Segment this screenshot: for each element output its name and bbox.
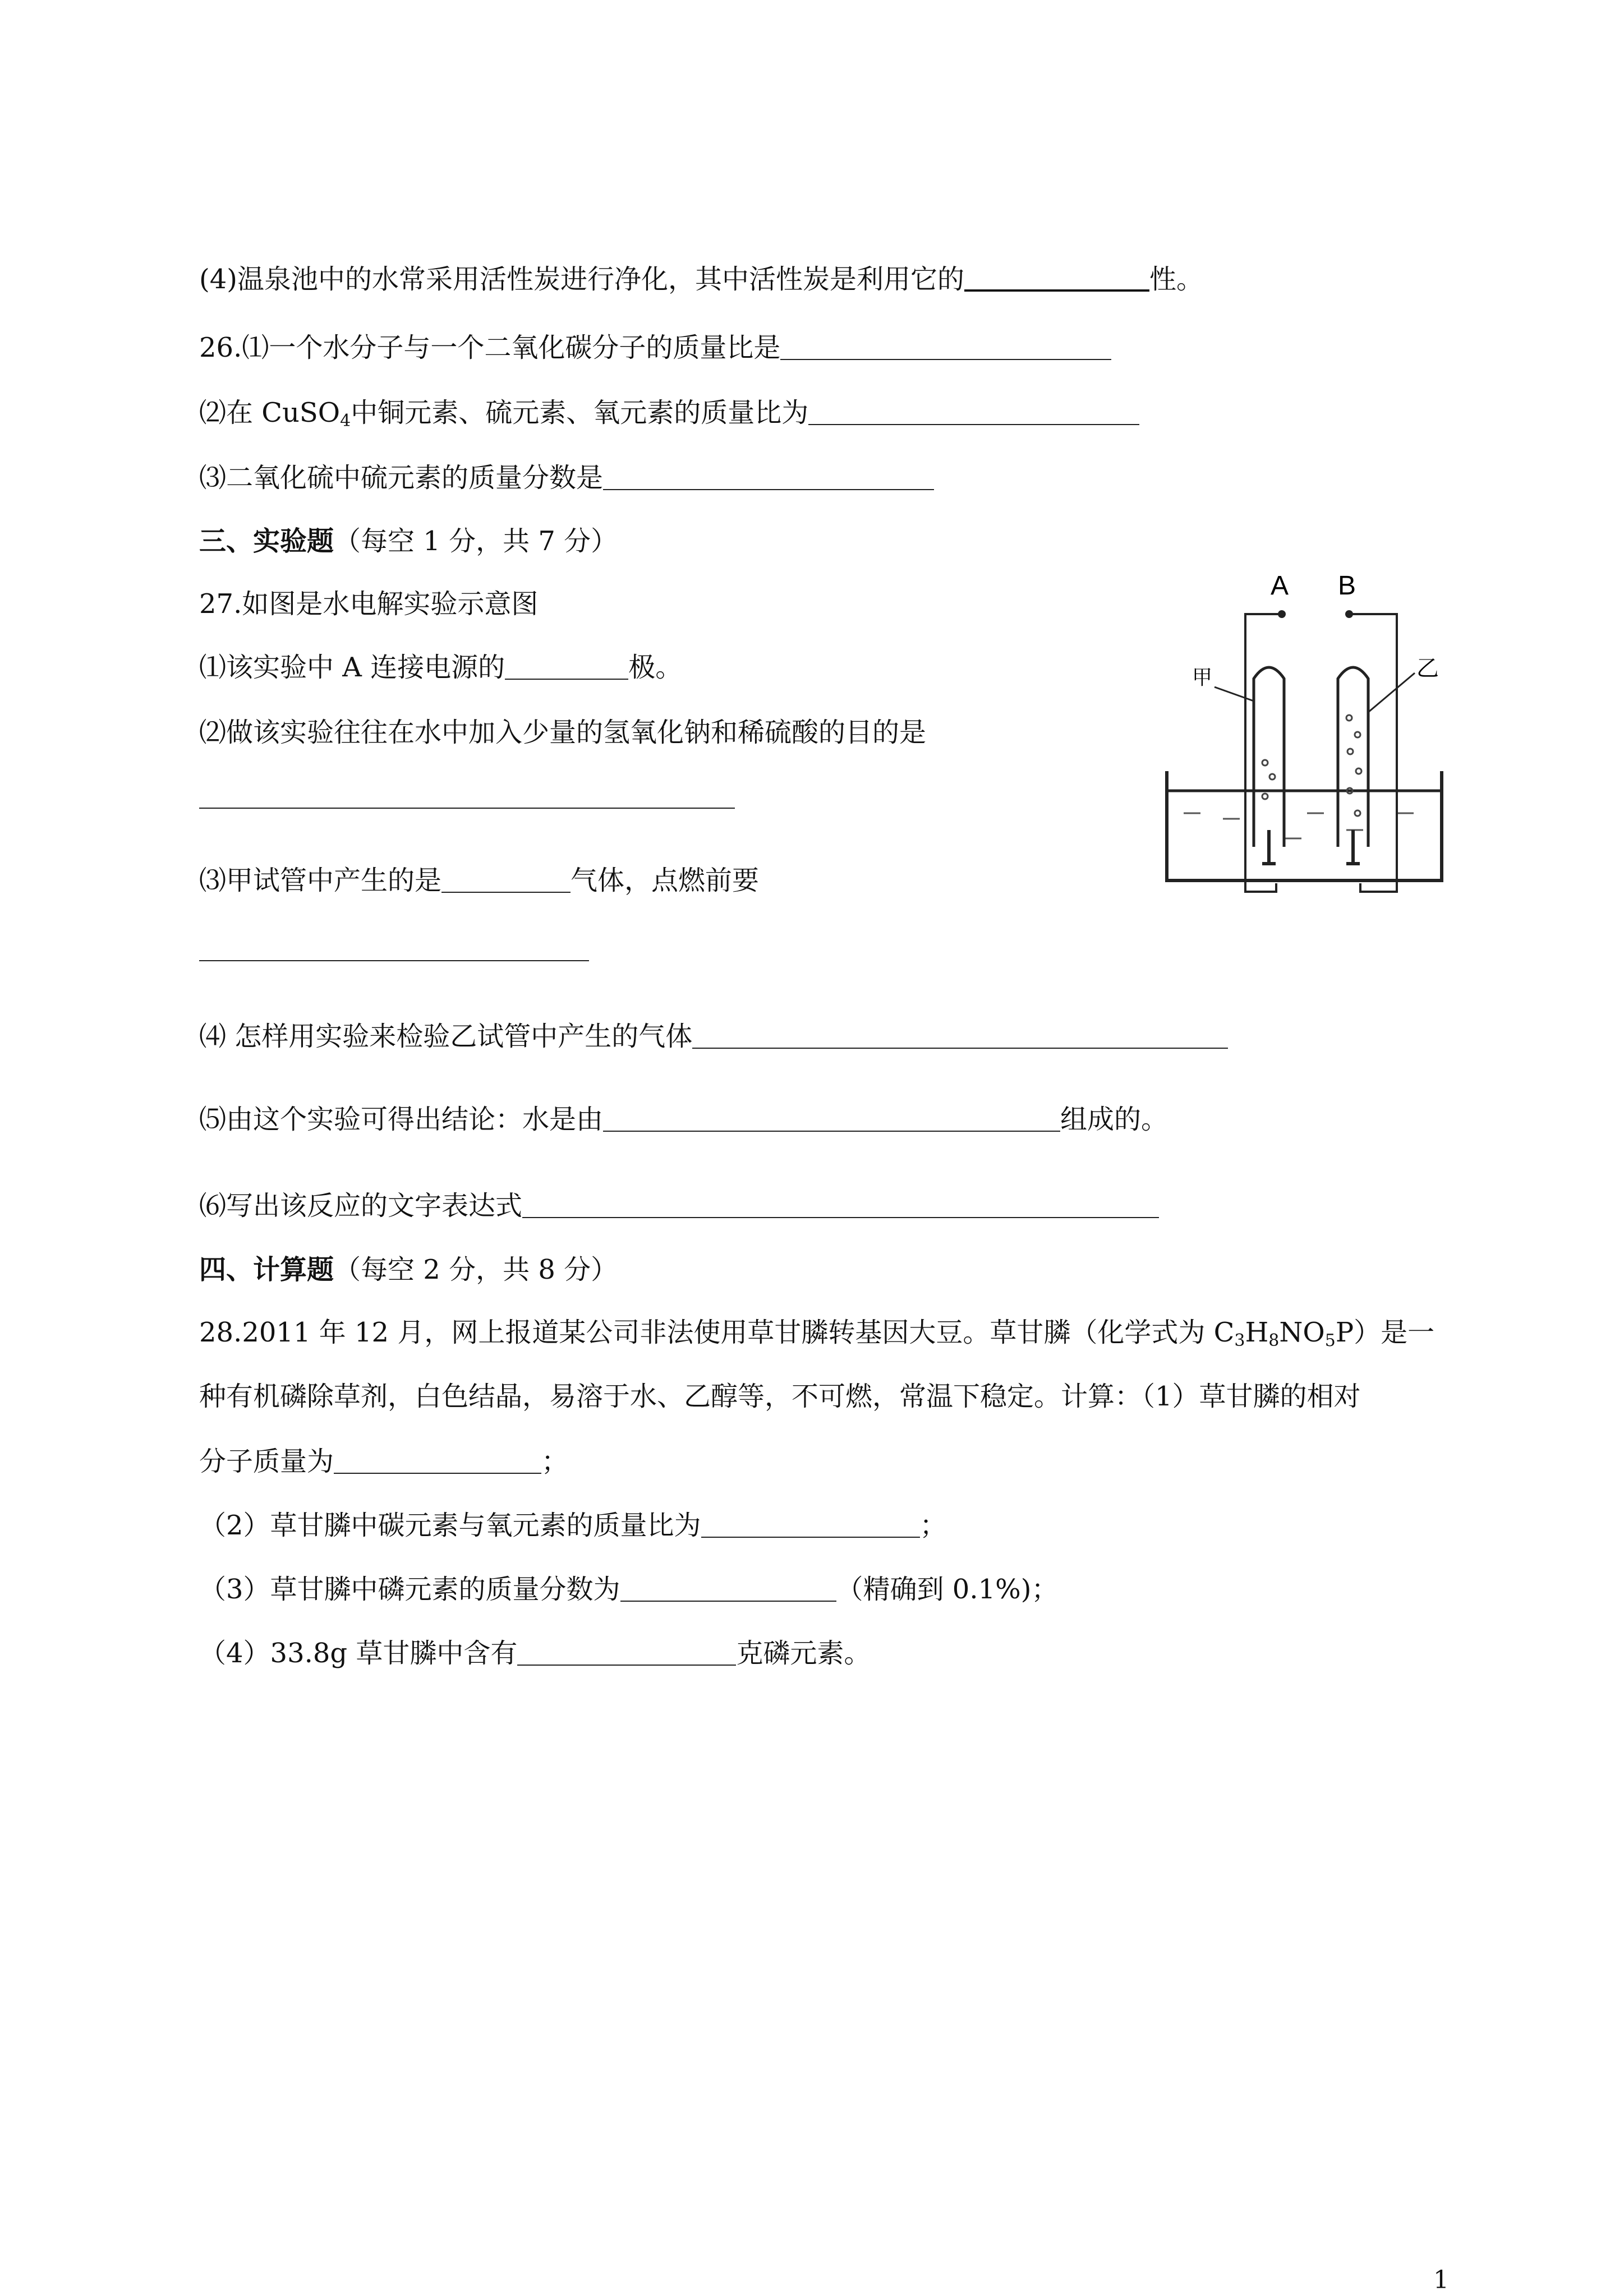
q25-4-suffix: 性。 xyxy=(1149,264,1204,295)
label-a: A xyxy=(1271,571,1289,601)
trough xyxy=(1167,771,1442,880)
q26-2-text-a: ⑵在 CuSO xyxy=(199,397,341,428)
q28-1-text: 分子质量为 xyxy=(199,1446,334,1477)
q27-1-line xyxy=(199,651,682,684)
q28-formula-p: P）是一 xyxy=(1335,1317,1435,1348)
q27-3-suffix: 气体，点燃前要 xyxy=(571,865,760,896)
q28-4-line xyxy=(199,1636,871,1670)
section4-heading xyxy=(199,1253,618,1287)
q26-1-blank[interactable] xyxy=(780,332,1111,360)
section3-heading xyxy=(199,524,618,558)
gas-bubbles xyxy=(1262,715,1361,816)
q26-2-blank[interactable] xyxy=(808,397,1139,425)
q26-2-sub: 4 xyxy=(340,411,351,431)
pointer-yi xyxy=(1368,673,1415,712)
section3-title: 三、实验题 xyxy=(199,525,334,557)
water-ripples xyxy=(1184,813,1414,838)
q27-2-line xyxy=(199,716,926,749)
q28-2-text: （2）草甘膦中碳元素与氧元素的质量比为 xyxy=(199,1510,701,1541)
q27-5-line xyxy=(199,1103,1168,1136)
q27-5-text: ⑸由这个实验可得出结论：水是由 xyxy=(199,1104,604,1135)
section3-note: （每空 1 分，共 7 分） xyxy=(334,525,618,557)
q27-1-text: ⑴该实验中 A 连接电源的 xyxy=(199,652,505,683)
q27-5-blank[interactable] xyxy=(603,1104,1060,1132)
q28-2-line xyxy=(199,1509,947,1542)
electrolysis-diagram xyxy=(1161,550,1475,897)
q28-sub-h: 8 xyxy=(1268,1331,1280,1350)
q27-stem xyxy=(199,587,538,621)
q27-3-blank-a[interactable] xyxy=(441,865,571,893)
q26-3-text: ⑶二氧化硫中硫元素的质量分数是 xyxy=(199,462,604,494)
q28-1-blank[interactable] xyxy=(334,1446,541,1474)
test-tube-yi xyxy=(1338,667,1368,847)
q26-1-line xyxy=(199,331,1111,365)
q26-2-line xyxy=(199,396,1139,438)
q26-1-text: 26.⑴一个水分子与一个二氧化碳分子的质量比是 xyxy=(199,332,781,363)
q25-4-blank[interactable] xyxy=(964,262,1149,292)
q28-2-suffix: ； xyxy=(919,1510,947,1541)
section4-title: 四、计算题 xyxy=(199,1254,334,1285)
q26-3-blank[interactable] xyxy=(603,462,934,490)
q28-sub-c: 3 xyxy=(1234,1331,1245,1350)
q28-3-line xyxy=(199,1573,1058,1606)
q27-6-line xyxy=(199,1189,1159,1223)
q25-4-text: (4)温泉池中的水常采用活性炭进行净化，其中活性炭是利用它的 xyxy=(199,264,964,295)
q25-4-line xyxy=(199,262,1203,296)
q28-formula-h: H xyxy=(1245,1317,1269,1348)
q27-2-text: ⑵做该实验往往在水中加入少量的氢氧化钠和稀硫酸的目的是 xyxy=(199,717,927,748)
q28-line-2 xyxy=(199,1380,1361,1413)
q26-2-text-b: 中铜元素、硫元素、氧元素的质量比为 xyxy=(351,397,809,428)
q27-5-suffix: 组成的。 xyxy=(1060,1104,1168,1135)
q28-3-text: （3）草甘膦中磷元素的质量分数为 xyxy=(199,1574,620,1605)
q27-1-blank[interactable] xyxy=(505,652,628,680)
q27-3-blank-b[interactable] xyxy=(199,933,589,961)
terminal-a xyxy=(1278,610,1286,618)
q27-3-line xyxy=(199,864,759,897)
terminal-b xyxy=(1345,610,1353,618)
q28-formula-no: NO xyxy=(1279,1317,1325,1348)
q27-2-blank[interactable] xyxy=(199,781,735,809)
label-yi: 乙 xyxy=(1416,656,1439,681)
q27-4-line xyxy=(199,1020,1228,1053)
q28-3-blank[interactable] xyxy=(620,1574,836,1602)
q27-3-text: ⑶甲试管中产生的是 xyxy=(199,865,442,896)
test-tube-jia xyxy=(1254,667,1284,847)
q27-4-text: ⑷ 怎样用实验来检验乙试管中产生的气体 xyxy=(199,1021,693,1052)
page-number: 1 xyxy=(1433,2266,1449,2294)
label-jia: 甲 xyxy=(1192,666,1213,689)
q28-3-suffix: （精确到 0.1%)； xyxy=(836,1574,1059,1605)
q28-1-line xyxy=(199,1445,568,1478)
q27-4-blank[interactable] xyxy=(692,1021,1228,1049)
q27-1-suffix: 极。 xyxy=(628,652,683,683)
q28-1-suffix: ； xyxy=(541,1446,569,1477)
q27-6-blank[interactable] xyxy=(522,1190,1159,1218)
q28-line-1 xyxy=(199,1316,1434,1358)
q26-3-line xyxy=(199,461,934,495)
q28-4-blank[interactable] xyxy=(517,1638,736,1666)
electrodes xyxy=(1262,830,1360,864)
q27-3-answer[interactable] xyxy=(199,932,589,966)
q27-stem-text: 27.如图是水电解实验示意图 xyxy=(199,588,539,620)
section4-note: （每空 2 分，共 8 分） xyxy=(334,1254,618,1285)
q27-6-text: ⑹写出该反应的文字表达式 xyxy=(199,1190,523,1221)
q28-4-text: （4）33.8g 草甘膦中含有 xyxy=(199,1638,518,1669)
label-b: B xyxy=(1338,571,1356,601)
q27-2-answer[interactable] xyxy=(199,780,735,813)
q28-4-suffix: 克磷元素。 xyxy=(736,1638,871,1669)
q28-sub-o: 5 xyxy=(1324,1331,1336,1350)
q28-text-1: 28.2011 年 12 月，网上报道某公司非法使用草甘膦转基因大豆。草甘膦（化学式为 C xyxy=(199,1317,1235,1348)
q28-text-2: 种有机磷除草剂，白色结晶，易溶于水、乙醇等，不可燃，常温下稳定。计算：（1）草甘膦的相对 xyxy=(199,1381,1361,1412)
pointer-jia xyxy=(1214,687,1254,701)
q28-2-blank[interactable] xyxy=(701,1510,920,1538)
